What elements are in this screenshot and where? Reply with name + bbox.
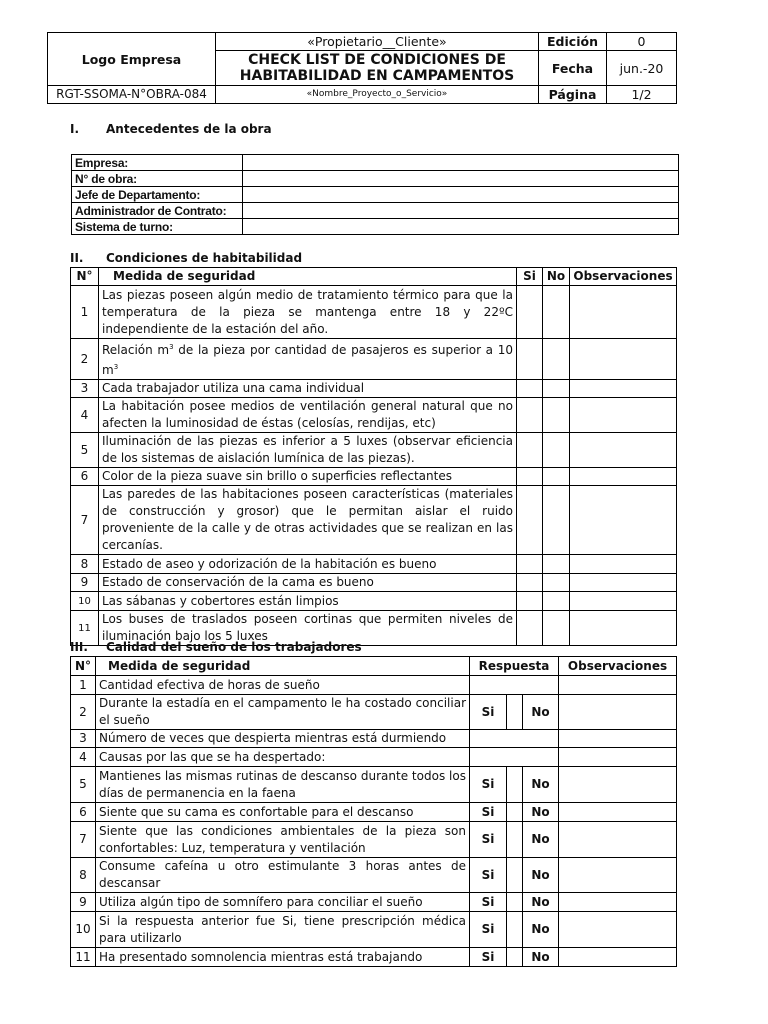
owner-client: «Propietario__Cliente» bbox=[216, 33, 539, 51]
title-line-2: HABITABILIDAD EN CAMPAMENTOS bbox=[239, 68, 515, 84]
answer-input-cell[interactable] bbox=[470, 676, 559, 695]
observations-cell[interactable] bbox=[570, 611, 677, 646]
column-header-number: N° bbox=[71, 268, 99, 286]
row-number: 6 bbox=[71, 468, 99, 486]
observations-cell[interactable] bbox=[559, 676, 677, 695]
measure-text-part: de la pieza por cantidad de pasajeros es superior a 10 m bbox=[102, 343, 513, 377]
info-field-label: Sistema de turno: bbox=[72, 219, 243, 235]
section-1-heading bbox=[70, 122, 272, 136]
sleep-row bbox=[71, 858, 677, 893]
row-number: 11 bbox=[71, 948, 96, 967]
no-checkbox-cell[interactable] bbox=[543, 555, 570, 574]
observations-cell[interactable] bbox=[570, 398, 677, 433]
sleep-row bbox=[71, 893, 677, 912]
sleep-row bbox=[71, 676, 677, 695]
observations-cell[interactable] bbox=[570, 468, 677, 486]
checklist-row bbox=[71, 286, 677, 339]
column-header-observations: Observaciones bbox=[559, 657, 677, 676]
observations-cell[interactable] bbox=[570, 433, 677, 468]
yes-option: Si bbox=[470, 912, 507, 948]
superscript: 3 bbox=[169, 343, 174, 351]
observations-cell[interactable] bbox=[559, 822, 677, 858]
yes-option: Si bbox=[470, 803, 507, 822]
no-option: No bbox=[523, 893, 559, 912]
no-checkbox-cell[interactable] bbox=[543, 380, 570, 398]
row-measure-text: Cantidad efectiva de horas de sueño bbox=[96, 676, 470, 695]
observations-cell[interactable] bbox=[559, 948, 677, 967]
checklist-row bbox=[71, 468, 677, 486]
sleep-row bbox=[71, 948, 677, 967]
row-measure-text: La habitación posee medios de ventilación general natural que no afecten la luminosidad de éstas (celosías, rendijas, etc) bbox=[99, 398, 517, 433]
column-header-observations: Observaciones bbox=[570, 268, 677, 286]
checklist-row bbox=[71, 398, 677, 433]
column-header-answer: Respuesta bbox=[470, 657, 559, 676]
checklist-row bbox=[71, 574, 677, 592]
section-2-number: II. bbox=[70, 251, 84, 265]
row-number: 5 bbox=[71, 767, 96, 803]
row-measure-text: Causas por las que se ha despertado: bbox=[96, 748, 470, 767]
info-row bbox=[72, 187, 679, 203]
row-number: 9 bbox=[71, 893, 96, 912]
page-value: 1/2 bbox=[607, 86, 677, 104]
column-header-measure: Medida de seguridad bbox=[99, 268, 517, 286]
no-checkbox-cell[interactable] bbox=[543, 592, 570, 611]
observations-cell[interactable] bbox=[559, 695, 677, 730]
row-number: 9 bbox=[71, 574, 99, 592]
row-measure-text: Cada trabajador utiliza una cama individual bbox=[99, 380, 517, 398]
no-checkbox-cell[interactable] bbox=[543, 433, 570, 468]
row-number: 6 bbox=[71, 803, 96, 822]
section-2-title: Condiciones de habitabilidad bbox=[106, 251, 303, 265]
document-title bbox=[216, 51, 539, 86]
no-checkbox-cell[interactable] bbox=[543, 286, 570, 339]
row-number: 3 bbox=[71, 380, 99, 398]
info-field-value[interactable] bbox=[243, 219, 679, 235]
row-measure-text: Mantienes las mismas rutinas de descanso durante todos los días de permanencia en la faena bbox=[96, 767, 470, 803]
info-row bbox=[72, 171, 679, 187]
observations-cell[interactable] bbox=[570, 486, 677, 555]
observations-cell[interactable] bbox=[559, 803, 677, 822]
sleep-row bbox=[71, 748, 677, 767]
checklist-row bbox=[71, 486, 677, 555]
si-checkbox-cell[interactable] bbox=[517, 486, 543, 555]
date-value: jun.-20 bbox=[607, 51, 677, 86]
sleep-quality-table bbox=[70, 656, 677, 967]
document-code: RGT-SSOMA-N°OBRA-084 bbox=[48, 86, 216, 104]
info-field-value[interactable] bbox=[243, 187, 679, 203]
answer-mark-cell[interactable] bbox=[507, 858, 523, 893]
row-number: 3 bbox=[71, 730, 96, 748]
superscript: 3 bbox=[113, 363, 119, 371]
si-checkbox-cell[interactable] bbox=[517, 380, 543, 398]
observations-cell[interactable] bbox=[559, 912, 677, 948]
si-checkbox-cell[interactable] bbox=[517, 433, 543, 468]
answer-mark-cell[interactable] bbox=[507, 767, 523, 803]
row-number: 7 bbox=[71, 822, 96, 858]
si-checkbox-cell[interactable] bbox=[517, 339, 543, 380]
answer-mark-cell[interactable] bbox=[507, 695, 523, 730]
observations-cell[interactable] bbox=[570, 574, 677, 592]
no-option: No bbox=[523, 695, 559, 730]
checklist-row bbox=[71, 380, 677, 398]
checklist-row bbox=[71, 433, 677, 468]
no-checkbox-cell[interactable] bbox=[543, 574, 570, 592]
row-number: 1 bbox=[71, 286, 99, 339]
row-number: 10 bbox=[71, 912, 96, 948]
row-number: 7 bbox=[71, 486, 99, 555]
column-header-number: N° bbox=[71, 657, 96, 676]
observations-cell[interactable] bbox=[570, 380, 677, 398]
info-row bbox=[72, 203, 679, 219]
yes-option: Si bbox=[470, 893, 507, 912]
checklist-row bbox=[71, 592, 677, 611]
row-measure-text: Utiliza algún tipo de somnífero para conciliar el sueño bbox=[96, 893, 470, 912]
yes-option: Si bbox=[470, 695, 507, 730]
row-number: 11 bbox=[71, 611, 99, 646]
info-row bbox=[72, 219, 679, 235]
si-checkbox-cell[interactable] bbox=[517, 574, 543, 592]
sleep-row bbox=[71, 695, 677, 730]
info-field-value[interactable] bbox=[243, 155, 679, 171]
info-field-label: N° de obra: bbox=[72, 171, 243, 187]
row-measure-text: Iluminación de las piezas es inferior a 5 luxes (observar eficiencia de los sistemas de aislación lumínica de las piezas). bbox=[99, 433, 517, 468]
yes-option: Si bbox=[470, 858, 507, 893]
row-measure-text: Consume cafeína u otro estimulante 3 horas antes de descansar bbox=[96, 858, 470, 893]
checklist-row bbox=[71, 555, 677, 574]
info-field-value[interactable] bbox=[243, 203, 679, 219]
si-checkbox-cell[interactable] bbox=[517, 286, 543, 339]
row-measure-text: Las piezas poseen algún medio de tratamiento térmico para que la temperatura de la pieza se mantenga entre 18 y 22ºC independiente de la estación del año. bbox=[99, 286, 517, 339]
info-field-value[interactable] bbox=[243, 171, 679, 187]
observations-cell[interactable] bbox=[570, 286, 677, 339]
row-number: 4 bbox=[71, 398, 99, 433]
project-name: «Nombre_Proyecto_o_Servicio» bbox=[216, 86, 539, 104]
no-option: No bbox=[523, 822, 559, 858]
no-option: No bbox=[523, 767, 559, 803]
section-1-number: I. bbox=[70, 122, 80, 136]
yes-option: Si bbox=[470, 948, 507, 967]
row-measure-text: Número de veces que despierta mientras está durmiendo bbox=[96, 730, 470, 748]
sleep-row bbox=[71, 822, 677, 858]
answer-mark-cell[interactable] bbox=[507, 912, 523, 948]
si-checkbox-cell[interactable] bbox=[517, 592, 543, 611]
yes-option: Si bbox=[470, 767, 507, 803]
document-header bbox=[47, 32, 677, 104]
no-option: No bbox=[523, 948, 559, 967]
no-checkbox-cell[interactable] bbox=[543, 486, 570, 555]
row-measure-text: Las sábanas y cobertores están limpios bbox=[99, 592, 517, 611]
answer-mark-cell[interactable] bbox=[507, 948, 523, 967]
row-number: 8 bbox=[71, 858, 96, 893]
no-option: No bbox=[523, 858, 559, 893]
yes-option: Si bbox=[470, 822, 507, 858]
column-header-measure: Medida de seguridad bbox=[96, 657, 470, 676]
checklist-row bbox=[71, 339, 677, 380]
answer-input-cell[interactable] bbox=[470, 730, 559, 748]
date-label: Fecha bbox=[539, 51, 607, 86]
row-measure-text: Siente que su cama es confortable para el descanso bbox=[96, 803, 470, 822]
section-3-title: Calidad del sueño de los trabajadores bbox=[106, 640, 362, 654]
si-checkbox-cell[interactable] bbox=[517, 555, 543, 574]
sleep-row bbox=[71, 730, 677, 748]
observations-cell[interactable] bbox=[570, 555, 677, 574]
no-checkbox-cell[interactable] bbox=[543, 398, 570, 433]
row-measure-text: Si la respuesta anterior fue Si, tiene prescripción médica para utilizarlo bbox=[96, 912, 470, 948]
column-header-si: Si bbox=[517, 268, 543, 286]
project-info-table bbox=[71, 154, 679, 235]
observations-cell[interactable] bbox=[559, 730, 677, 748]
habitability-table bbox=[70, 267, 677, 646]
row-measure-text: Ha presentado somnolencia mientras está trabajando bbox=[96, 948, 470, 967]
title-line-1: CHECK LIST DE CONDICIONES DE bbox=[248, 52, 506, 68]
row-number: 10 bbox=[71, 592, 99, 611]
row-measure-text: Estado de conservación de la cama es bueno bbox=[99, 574, 517, 592]
row-number: 2 bbox=[71, 695, 96, 730]
row-number: 1 bbox=[71, 676, 96, 695]
observations-cell[interactable] bbox=[559, 893, 677, 912]
row-number: 4 bbox=[71, 748, 96, 767]
column-header-no: No bbox=[543, 268, 570, 286]
sleep-row bbox=[71, 803, 677, 822]
section-2-heading bbox=[70, 251, 302, 265]
no-checkbox-cell[interactable] bbox=[543, 468, 570, 486]
answer-input-cell[interactable] bbox=[470, 748, 559, 767]
row-number: 2 bbox=[71, 339, 99, 380]
no-checkbox-cell[interactable] bbox=[543, 611, 570, 646]
no-checkbox-cell[interactable] bbox=[543, 339, 570, 380]
answer-mark-cell[interactable] bbox=[507, 803, 523, 822]
sleep-row bbox=[71, 912, 677, 948]
answer-mark-cell[interactable] bbox=[507, 822, 523, 858]
measure-text-part: Relación m bbox=[102, 343, 170, 357]
si-checkbox-cell[interactable] bbox=[517, 468, 543, 486]
section-3-number: III. bbox=[70, 640, 88, 654]
info-row bbox=[72, 155, 679, 171]
row-measure-text: Durante la estadía en el campamento le ha costado conciliar el sueño bbox=[96, 695, 470, 730]
sleep-row bbox=[71, 767, 677, 803]
row-measure-text: Color de la pieza suave sin brillo o superficies reflectantes bbox=[99, 468, 517, 486]
edition-value: 0 bbox=[607, 33, 677, 51]
no-option: No bbox=[523, 912, 559, 948]
observations-cell[interactable] bbox=[559, 858, 677, 893]
answer-mark-cell[interactable] bbox=[507, 893, 523, 912]
row-measure-text bbox=[99, 339, 517, 380]
observations-cell[interactable] bbox=[570, 339, 677, 380]
observations-cell[interactable] bbox=[559, 748, 677, 767]
row-measure-text: Las paredes de las habitaciones poseen características (materiales de construcción y grosor) que le permitan aislar el ruido proveniente de la calle y de otras actividades que se realizan en las cercanías. bbox=[99, 486, 517, 555]
row-measure-text: Los buses de traslados poseen cortinas que permiten niveles de iluminación bajo los 5 luxes bbox=[99, 611, 517, 646]
row-number: 5 bbox=[71, 433, 99, 468]
row-number: 8 bbox=[71, 555, 99, 574]
observations-cell[interactable] bbox=[559, 767, 677, 803]
section-3-heading bbox=[70, 640, 362, 654]
info-field-label: Jefe de Departamento: bbox=[72, 187, 243, 203]
company-logo: Logo Empresa bbox=[48, 33, 216, 86]
row-measure-text: Estado de aseo y odorización de la habitación es bueno bbox=[99, 555, 517, 574]
info-field-label: Empresa: bbox=[72, 155, 243, 171]
section-1-title: Antecedentes de la obra bbox=[106, 122, 272, 136]
info-field-label: Administrador de Contrato: bbox=[72, 203, 243, 219]
row-measure-text: Siente que las condiciones ambientales de la pieza son confortables: Luz, temperatura y ventilación bbox=[96, 822, 470, 858]
edition-label: Edición bbox=[539, 33, 607, 51]
observations-cell[interactable] bbox=[570, 592, 677, 611]
page-label: Página bbox=[539, 86, 607, 104]
si-checkbox-cell[interactable] bbox=[517, 398, 543, 433]
no-option: No bbox=[523, 803, 559, 822]
si-checkbox-cell[interactable] bbox=[517, 611, 543, 646]
